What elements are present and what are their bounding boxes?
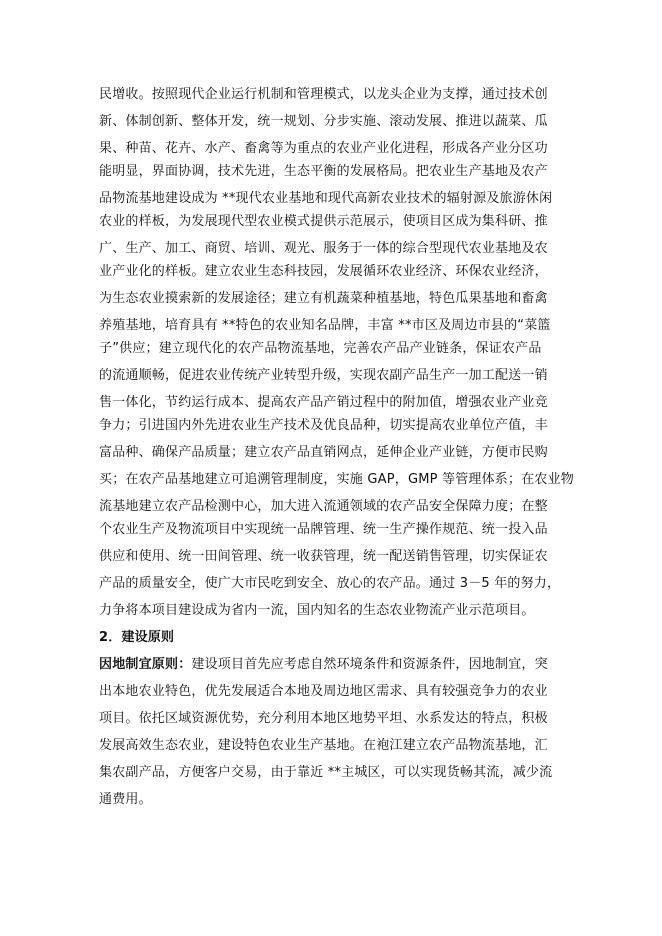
paragraph-line: 个农业生产及物流项目中实现统一品牌管理、统一生产操作规范、统一投入品 [99,522,548,537]
principle-text: 建设项目首先应考虑自然环境条件和资源条件，因地制宜，突 [191,657,548,672]
section-heading: 2．建设原则 [99,630,175,645]
paragraph-line: 集农副产品，方便客户交易，由于靠近 **主城区，可以实现货畅其流，减少流 [99,765,553,780]
paragraph-line: 通费用。 [99,792,152,807]
paragraph-line: 业产业化的样板。建立农业生态科技园，发展循环农业经济、环保农业经济， [99,264,548,279]
paragraph-line: 农业的样板，为发展现代型农业模式提供示范展示，使项目区成为集科研、推 [99,214,548,229]
paragraph-line: 出本地农业特色，优先发展适合本地及周边地区需求、具有较强竞争力的农业 [99,684,548,699]
paragraph-line: 流基地建立农产品检测中心，加大进入流通领域的农产品安全保障力度；在整 [99,499,548,514]
paragraph-line: 售一体化，节约运行成本、提高农产品产销过程中的附加值，增强农业产业竞 [99,395,548,410]
paragraph-line: 供应和使用、统一田间管理、统一收获管理，统一配送销售管理，切实保证农 [99,549,548,564]
paragraph-line: 广、生产、加工、商贸、培训、观光、服务于一体的综合型现代农业基地及农 [99,241,548,256]
principle-lead: 因地制宜原则： [99,657,192,672]
paragraph-line: 民增收。按照现代企业运行机制和管理模式，以龙头企业为支撑，通过技术创 [99,87,548,102]
paragraph-line: 果、种苗、花卉、水产、畜禽等为重点的农业产业化进程，形成各产业分区功 [99,141,548,156]
paragraph-line: 发展高效生态农业，建设特色农业生产基地。在袍江建立农产品物流基地，汇 [99,738,548,753]
paragraph-line: 力争将本项目建设成为省内一流，国内知名的生态农业物流产业示范项目。 [99,603,535,618]
paragraph-line: 品物流基地建设成为 **现代农业基地和现代高新农业技术的辐射源及旅游休闲 [99,191,553,206]
paragraph-line: 子”供应；建立现代化的农产品物流基地，完善农产品产业链条，保证农产品 [99,341,542,356]
paragraph-line: 养殖基地，培育具有 **特色的农业知名品牌，丰富 **市区及周边市县的“菜篮 [99,318,551,333]
paragraph-line: 争力；引进国内外先进农业生产技术及优良品种，切实提高农业单位产值，丰 [99,418,548,433]
paragraph-line: 的流通顺畅，促进农业传统产业转型升级，实现农副产品生产一加工配送一销 [99,368,548,383]
paragraph-line: 买；在农产品基地建立可追溯管理制度，实施 GAP，GMP 等管理体系；在农业物 [99,472,575,487]
paragraph-line: 项目。依托区域资源优势，充分利用本地区地势平坦、水系发达的特点，积极 [99,711,548,726]
paragraph-line: 新、体制创新、整体开发，统一规划、分步实施、滚动发展、推进以蔬菜、瓜 [99,114,548,129]
principle-paragraph-first-line [99,657,569,673]
paragraph-line: 为生态农业摸索新的发展途径；建立有机蔬菜种植基地，特色瓜果基地和畜禽 [99,291,548,306]
paragraph-line: 产品的质量安全，使广大市民吃到安全、放心的农产品。通过 3－5 年的努力， [99,576,561,591]
paragraph-line: 能明显，界面协调，技术先进，生态平衡的发展格局。把农业生产基地及农产 [99,164,548,179]
paragraph-line: 富品种、确保产品质量；建立农产品直销网点，延伸企业产业链，方便市民购 [99,445,548,460]
